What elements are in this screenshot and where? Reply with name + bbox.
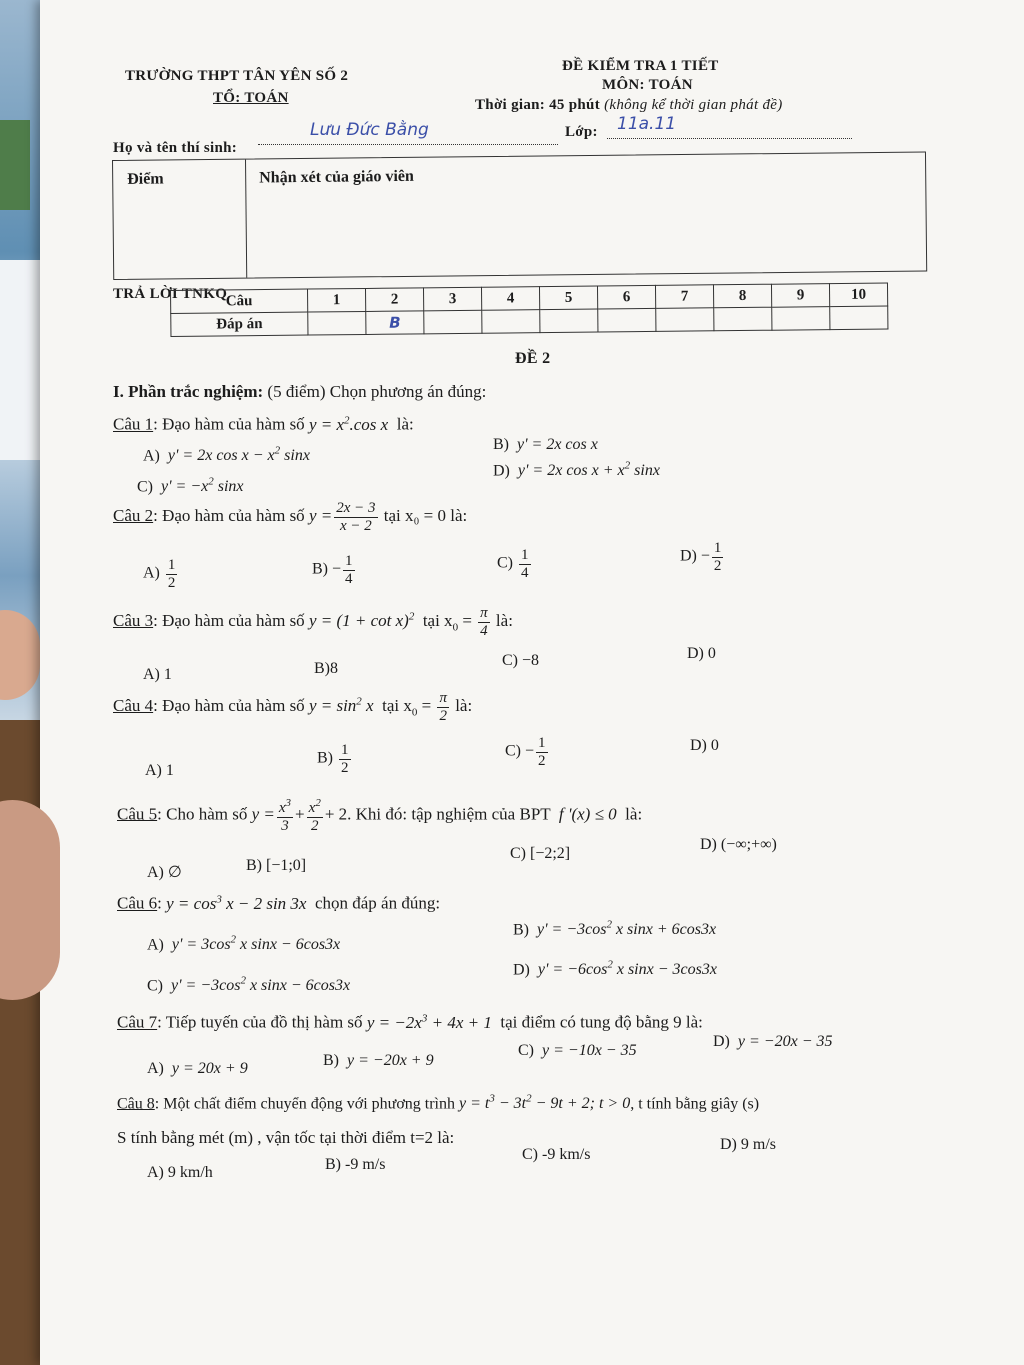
question-number: 2 — [365, 288, 423, 312]
q8-option-b[interactable]: B) -9 m/s — [325, 1156, 386, 1173]
name-field[interactable] — [258, 120, 558, 145]
section-desc: (5 điểm) Chọn phương án đúng: — [267, 382, 487, 401]
question-5: Câu 5: Cho hàm số y = $\frac{x^3}{3}$ + $\frac{x^2}{2}$ + 2. Khi đó: tập nghiệm của BPT f '(x) ≤ 0 là: — [117, 797, 643, 834]
question-7: Câu 7: Tiếp tuyến của đồ thị hàm số $y = -2x^3 + 4x + 1$ tại điểm có tung độ bằng 9 là: — [117, 1012, 703, 1032]
question-text: : Đạo hàm của hàm số — [153, 505, 305, 525]
q3-option-a[interactable]: A) 1 — [143, 666, 172, 683]
q4-option-d[interactable]: D) 0 — [690, 737, 719, 754]
name-handwritten: Lưu Đức Bằng — [310, 120, 429, 140]
q5-option-d[interactable]: D) (−∞;+∞) — [700, 836, 777, 853]
question-4: Câu 4: Đạo hàm của hàm số $y = \sin^2 x$ tại $x_0$ = $\frac{\pi}{2}$ là: — [113, 690, 473, 724]
question-label: Câu 7 — [117, 1012, 158, 1032]
question-label: Câu 2 — [113, 505, 154, 525]
box-divider — [245, 160, 247, 278]
question-text: chọn đáp án đúng: — [314, 893, 441, 913]
question-text: tại x₀ = 0 là: — [383, 505, 468, 525]
question-text: : — [157, 893, 162, 913]
question-8-line2: S tính bằng mét (m) , vận tốc tại thời điểm t=2 là: — [117, 1128, 455, 1147]
question-1: Câu 1: Đạo hàm của hàm số $y = x^2.\cos$ x là: — [113, 414, 414, 434]
answer-table-title: TRẢ LỜI TNKQ — [113, 286, 228, 302]
question-text: tại điểm có tung độ bằng 9 là: — [500, 1012, 703, 1032]
book-cover-detail — [0, 260, 40, 460]
question-text: . Khi đó: tập nghiệm của BPT — [347, 804, 551, 824]
q7-option-c[interactable]: C) y = −10x − 35 — [518, 1042, 637, 1059]
question-number: 6 — [597, 285, 655, 309]
answer-table — [170, 282, 888, 337]
question-text: : Một chất điểm chuyển động với phương trình — [154, 1095, 455, 1113]
q4-option-b[interactable]: B) $\frac{1}{2}$ — [317, 742, 349, 776]
school-name: TRƯỜNG THPT TÂN YÊN SỐ 2 — [125, 68, 349, 84]
answer-cell[interactable] — [830, 306, 888, 330]
question-number: 10 — [829, 283, 887, 307]
q1-option-a[interactable]: A) y' = 2x $\cos x - x^2$ sinx — [143, 445, 310, 465]
question-label: Câu 3 — [113, 610, 154, 630]
subject: MÔN: TOÁN — [602, 77, 693, 93]
question-label: Câu 8 — [117, 1095, 155, 1113]
question-number: 8 — [713, 284, 771, 308]
question-number: 3 — [423, 287, 481, 311]
q4-option-c[interactable]: C) − $\frac{1}{2}$ — [505, 735, 546, 769]
q6-option-c[interactable]: C) $y' = -3\cos^2$ x sinx − 6cos3x — [147, 975, 351, 995]
answer-cell[interactable] — [598, 308, 656, 332]
name-label: Họ và tên thí sinh: — [113, 140, 238, 156]
exam-time — [475, 97, 783, 114]
exam-code: ĐỀ 2 — [515, 350, 551, 367]
q8-option-a[interactable]: A) 9 km/h — [147, 1164, 213, 1181]
answer-cell[interactable] — [540, 309, 598, 333]
q7-option-d[interactable]: D) y = −20x − 35 — [713, 1033, 833, 1050]
q2-option-a[interactable]: A) $\frac{1}{2}$ — [143, 557, 176, 591]
answer-cell[interactable] — [656, 308, 714, 332]
question-text: là: — [396, 414, 414, 434]
question-6: Câu 6: $y = \cos^3 x - 2$ sin 3x chọn đáp án đúng: — [117, 893, 441, 913]
section-title: I. Phần trắc nghiệm: — [113, 382, 264, 401]
q5-option-c[interactable]: C) [−2;2] — [510, 845, 571, 862]
q3-option-c[interactable]: C) −8 — [502, 652, 540, 669]
q8-option-c[interactable]: C) -9 km/s — [522, 1146, 591, 1163]
q5-option-a[interactable]: A) ∅ — [147, 864, 182, 881]
answer-cell[interactable] — [424, 310, 482, 334]
section-heading — [113, 382, 486, 402]
q7-option-a[interactable]: A) y = 20x + 9 — [147, 1060, 248, 1077]
q6-option-b[interactable]: B) $y' = -3\cos^2$ x sinx + 6cos3x — [513, 919, 717, 939]
question-text: là: — [495, 610, 513, 630]
question-text: : Tiếp tuyến của đồ thị hàm số — [157, 1012, 363, 1032]
finger-bottom — [0, 800, 60, 1000]
question-number: 4 — [481, 287, 539, 311]
question-label: Câu 6 — [117, 893, 158, 913]
q1-option-b[interactable]: B) y' = 2x cos x — [493, 436, 598, 453]
department: TỔ: TOÁN — [213, 90, 289, 106]
time-note: (không kể thời gian phát đề) — [604, 97, 783, 113]
question-number: 1 — [307, 288, 365, 312]
q6-option-d[interactable]: D) $y' = -6\cos^2$ x sinx − 3cos3x — [513, 959, 717, 979]
answer-cell[interactable] — [714, 307, 772, 331]
q2-option-b[interactable]: B) − $\frac{1}{4}$ — [312, 553, 353, 587]
question-label: Câu 5 — [117, 804, 158, 824]
question-8: Câu 8: Một chất điểm chuyển động với phương trình $y = t^3 - 3t^2 - 9t + 2$; t > 0, t tính bằng giây (s) — [117, 1093, 760, 1113]
q2-option-d[interactable]: D) − $\frac{1}{2}$ — [680, 540, 722, 574]
exam-title: ĐỀ KIỂM TRA 1 TIẾT — [562, 58, 719, 74]
q5-option-b[interactable]: B) [−1;0] — [246, 857, 307, 874]
row-label-answer: Đáp án — [171, 312, 308, 336]
q1-option-c[interactable]: C) $y' = -x^2$ sinx — [137, 476, 244, 496]
q2-option-c[interactable]: C) $\frac{1}{4}$ — [497, 547, 529, 581]
question-3: Câu 3: Đạo hàm của hàm số $y = (1 + \cot x)^2$ tại $x_0$ = $\frac{\pi}{4}$ là: — [113, 605, 513, 639]
question-text: là: — [625, 804, 643, 824]
question-text: : Đạo hàm của hàm số — [153, 610, 305, 630]
question-label: Câu 4 — [113, 695, 154, 715]
q6-option-a[interactable]: A) $y' = 3\cos^2$ x sinx − 6cos3x — [147, 934, 341, 954]
answer-cell[interactable] — [308, 311, 366, 335]
q7-option-b[interactable]: B) y = −20x + 9 — [323, 1052, 434, 1069]
q1-option-d[interactable]: D) y' = 2x $\cos x + x^2$ sinx — [493, 460, 660, 480]
time-label: Thời gian: 45 phút — [475, 97, 600, 113]
teacher-comment-label: Nhận xét của giáo viên — [259, 167, 414, 187]
class-field[interactable] — [607, 116, 852, 139]
q3-option-d[interactable]: D) 0 — [687, 645, 716, 662]
q4-option-a[interactable]: A) 1 — [145, 762, 174, 779]
answer-cell[interactable] — [482, 310, 540, 334]
question-text: : Cho hàm số — [157, 804, 248, 824]
score-box — [112, 151, 927, 280]
class-label: Lớp: — [565, 124, 598, 140]
answer-cell[interactable] — [772, 307, 830, 331]
q3-option-b[interactable]: B)8 — [314, 660, 338, 677]
question-number: 5 — [539, 286, 597, 310]
question-label: Câu 1 — [113, 414, 154, 434]
score-label: Điểm — [127, 170, 164, 188]
row-label-question: Câu — [171, 289, 308, 313]
class-handwritten: 11a.11 — [617, 114, 677, 134]
answer-cell[interactable]: B — [366, 311, 424, 335]
question-number: 9 — [771, 284, 829, 308]
question-number: 7 — [655, 285, 713, 309]
question-text: là: — [455, 695, 473, 715]
question-text: : Đạo hàm của hàm số — [153, 695, 305, 715]
question-text: : Đạo hàm của hàm số — [153, 414, 305, 434]
book-cover-detail — [0, 120, 30, 210]
question-text: , t tính bằng giây (s) — [630, 1095, 760, 1113]
q8-option-d[interactable]: D) 9 m/s — [720, 1136, 776, 1153]
question-2: Câu 2: Đạo hàm của hàm số y = $\frac{2x - 3}{x - 2}$ tại x₀ = 0 là: — [113, 500, 468, 534]
